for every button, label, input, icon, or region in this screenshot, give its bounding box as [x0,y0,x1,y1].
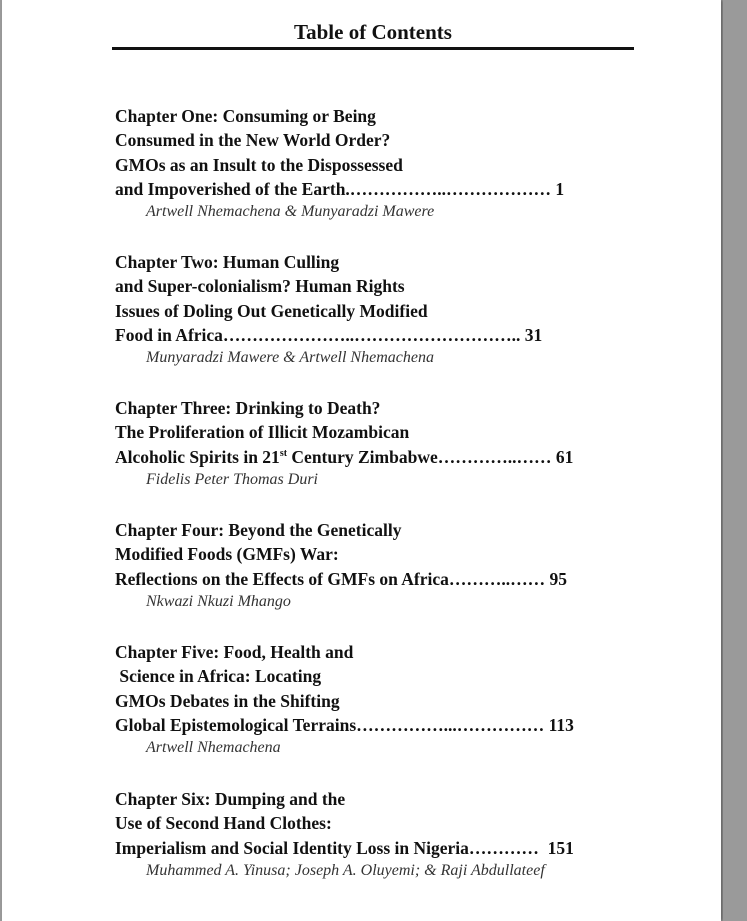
chapter-author: Muhammed A. Yinusa; Joseph A. Oluyemi; & Raji Abdullateef [146,861,545,879]
title-divider [112,47,634,50]
chapter-author: Artwell Nhemachena & Munyaradzi Mawere [146,203,435,221]
page-title: Table of Contents [294,20,452,44]
chapter-author: Nkwazi Nkuzi Mhango [146,592,291,610]
chapter-title-with-page: Food in Africa…………………..……………………….. 31 [115,324,543,345]
chapter-author: Artwell Nhemachena [146,739,281,757]
chapter-title-line: Chapter One: Consuming or Being [115,106,376,126]
chapter-title-line: Consumed in the New World Order? [115,130,391,151]
toc-entry-chapter-four [115,518,630,613]
chapter-title-with-page: Reflections on the Effects of GMFs on Africa………..…… 95 [115,568,568,589]
toc-entry-chapter-two [115,250,630,369]
chapter-title-with-page: and Impoverished of the Earth.……………..……………… 1 [115,178,565,199]
document-page [2,0,721,921]
chapter-title-line: Chapter Four: Beyond the Genetically [115,520,402,540]
chapter-author: Munyaradzi Mawere & Artwell Nhemachena [146,349,434,367]
chapter-title-with-page [115,445,630,469]
chapter-title-line: Use of Second Hand Clothes: [115,813,332,834]
chapter-title-line: Modified Foods (GMFs) War: [115,544,339,565]
chapter-title-line: Chapter Five: Food, Health and [115,642,354,662]
chapter-author: Fidelis Peter Thomas Duri [146,470,318,488]
chapter-title-line: Chapter Six: Dumping and the [115,789,346,809]
chapter-title-line: Chapter Two: Human Culling [115,252,340,272]
chapter-title-line: Science in Africa: Locating [115,666,322,687]
chapter-title-text: Alcoholic Spirits in 21 [115,446,280,467]
chapter-title-line: The Proliferation of Illicit Mozambican [115,422,410,443]
toc-entry-chapter-five [115,640,630,759]
toc-entry-chapter-three [115,396,630,491]
chapter-title-line: Issues of Doling Out Genetically Modified [115,300,428,321]
chapter-title-line: and Super-colonialism? Human Rights [115,276,405,297]
chapter-title-line: GMOs as an Insult to the Dispossessed [115,154,403,175]
chapter-title-line: Chapter Three: Drinking to Death? [115,398,381,418]
toc-entry-chapter-six [115,787,630,882]
chapter-title-with-page: Imperialism and Social Identity Loss in Nigeria………… 151 [115,837,574,858]
chapter-title-text: Century Zimbabwe…………..…… 61 [287,446,574,467]
chapter-title-with-page: Global Epistemological Terrains……………...…………… 113 [115,714,574,735]
chapter-title-line: GMOs Debates in the Shifting [115,690,340,711]
toc-entry-chapter-one [115,104,630,223]
viewer-scrollbar-track[interactable] [723,0,747,921]
ordinal-superscript: st [279,447,288,459]
